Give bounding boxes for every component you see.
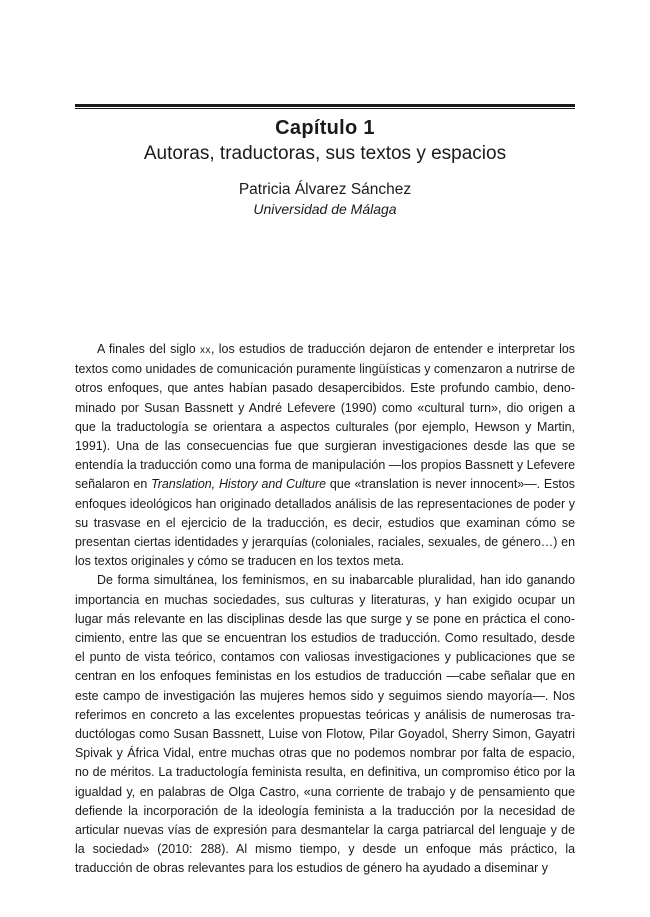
paragraph-2: De forma simultánea, los feminismos, en su inabarcable pluralidad, han ido ganando importancia en muchas sociedades, sus culturas y literaturas, y han exigido ocupar un lugar más relevante en las disciplinas desde las que surge y se pone en práctica el conocimiento, entre las que se encuentran los estudios de traducción. Como resultado, desde el punto de vista teórico, contamos con valiosas investigaciones y publicaciones que se centran en los enfoques feministas en los estudios de traducción —cabe señalar que en este campo de investigación las mujeres hemos sido y seguimos siendo mayoría—. Nos referimos en concreto a las excelentes propuestas teóricas y análisis de numerosas traductólogas como Susan Bassnett, Luise von Flotow, Pilar Goyadol, Sherry Simon, Gayatri Spivak y África Vidal, entre muchas otras que no podemos nombrar por falta de espacio, no de méritos. La traductología feminista resulta, en definitiva, un compromiso ético por la igualdad y, en palabras de Olga Castro, «una corriente de trabajo y de pensamiento que defiende la incorporación de la ideología feminista a la traducción por la necesidad de articular nuevas vías de expresión para desmantelar la carga patriarcal del lenguaje y de la sociedad» (2010: 288). Al mismo tiempo, y desde un enfoque más práctico, la traducción de obras relevantes para los estudios de género ha ayudado a diseminar y xyxy=(75,573,575,876)
author-affiliation: Universidad de Málaga xyxy=(253,201,397,217)
chapter-title: Capítulo 1 xyxy=(275,117,375,139)
century-numeral: xx xyxy=(200,345,212,356)
header-rule xyxy=(75,104,575,107)
chapter-subtitle: Autoras, traductoras, sus textos y espacios xyxy=(143,143,507,164)
header-rule-thin xyxy=(75,108,575,109)
book-title: Translation, History and Culture xyxy=(151,477,327,492)
paragraph-1-part-b: , los estudios de traducción dejaron de entender e interpretar los textos como unidades de comunicación puramente lingüísticas y comenzaron a nutrirse de otros enfoques, que antes habían pasado desapercibidos. Este profundo cambio, denominado por Susan Bassnett y André Lefevere (1990) como «cultural turn», dio origen a que la traductología se orientara a aspectos culturales (por ejemplo, Hewson y Martin, 1991). Una de las consecuencias fue que surgieran investigaciones desde las que se entendía la traducción como una forma de manipulación —los propios Bassnett y Lefevere señalaron en xyxy=(75,342,576,492)
paragraph-1 xyxy=(75,340,575,571)
chapter-body xyxy=(75,340,575,879)
paragraph-1-part-c: que «translation is never innocent»—. Estos enfoques ideológicos han originado detallados análisis de las representaciones de poder y su trasvase en el ejercicio de la traducción, es decir, estudios que examinan cómo se presentan ciertas identidades y jerarquías (coloniales, raciales, sexuales, de género…) en los textos originales y cómo se traducen en los textos meta. xyxy=(75,477,576,569)
paragraph-1-part-a: A finales del siglo xyxy=(97,342,201,356)
author-name: Patricia Álvarez Sánchez xyxy=(238,181,412,198)
